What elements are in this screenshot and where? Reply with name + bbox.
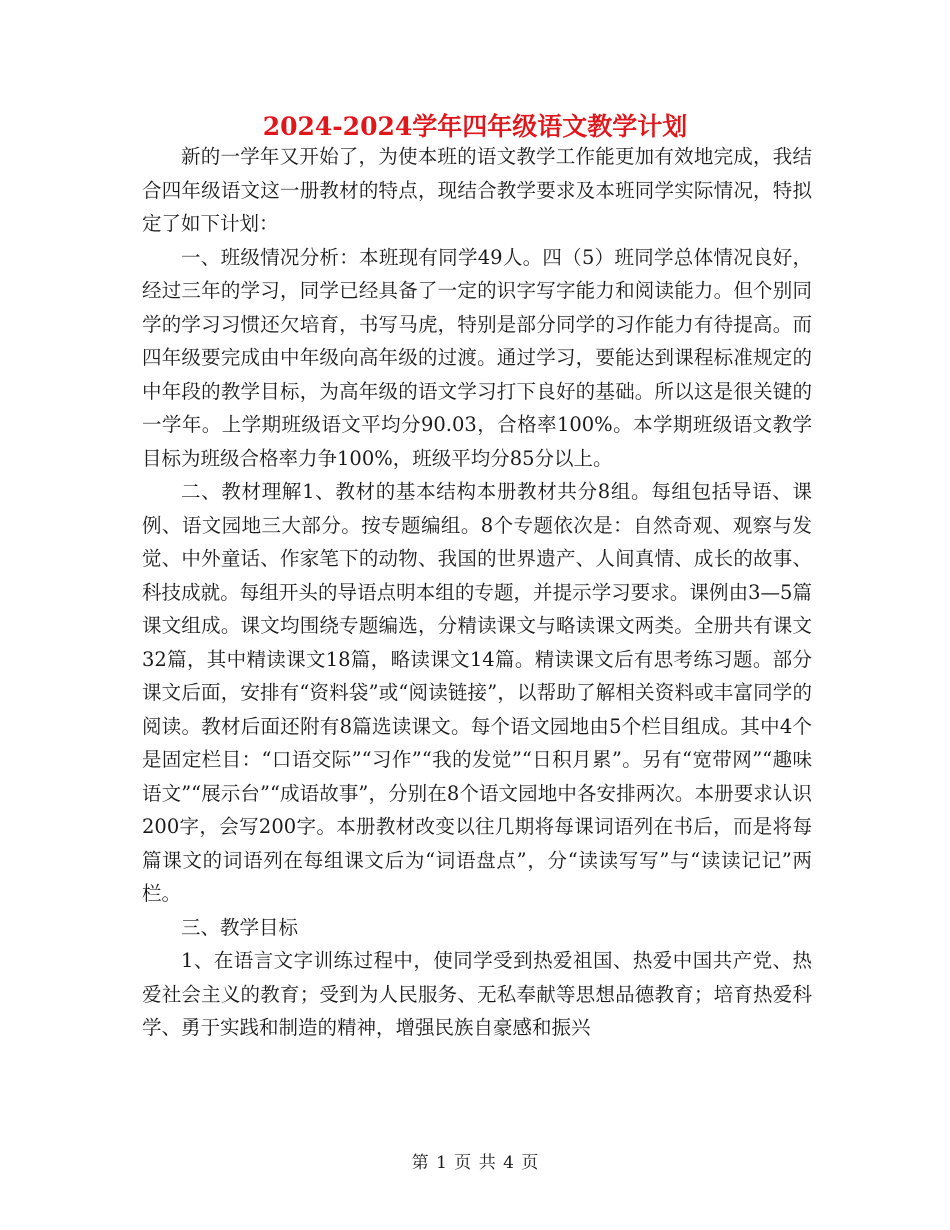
- paragraph-goal-1: 1、在语言文字训练过程中，使同学受到热爱祖国、热爱中国共产党、热爱社会主义的教育；受到为人民服务、无私奉献等思想品德教育；培育热爱科学、勇于实践和制造的精神，增强民族自豪感和振兴: [142, 949, 812, 1039]
- page-footer: 第 1 页 共 4 页: [411, 1153, 539, 1173]
- document-title: 2024-2024学年四年级语文教学计划: [262, 112, 688, 141]
- document-body: [142, 140, 812, 1045]
- paragraph-textbook-understanding: 二、教材理解1、教材的基本结构本册教材共分8组。每组包括导语、课例、语文园地三大部分。按专题编组。8个专题依次是：自然奇观、观察与发觉、中外童话、作家笔下的动物、我国的世界遗产、人间真情、成长的故事、科技成就。每组开头的导语点明本组的专题，并提示学习要求。课例由3—5篇课文组成。课文均围绕专题编选，分精读课文与略读课文两类。全册共有课文32篇，其中精读课文18篇，略读课文14篇。精读课文后有思考练习题。部分课文后面，安排有“资料袋”或“阅读链接”，以帮助了解相关资料或丰富同学的阅读。教材后面还附有8篇选读课文。每个语文园地由5个栏目组成。其中4个是固定栏目：“口语交际”“习作”“我的发觉”“日积月累”。另有“宽带网”“趣味语文”“展示台”“成语故事”，分别在8个语文园地中各安排两次。本册要求认识200字，会写200字。本册教材改变以往几期将每课词语列在书后，而是将每篇课文的词语列在每组课文后为“词语盘点”，分“读读写写”与“读读记记”两栏。: [142, 480, 812, 905]
- section-heading-teaching-goals: 三、教学目标: [181, 915, 299, 939]
- paragraph-intro: 新的一学年又开始了，为使本班的语文教学工作能更加有效地完成，我结合四年级语文这一册教材的特点，现结合教学要求及本班同学实际情况，特拟定了如下计划：: [142, 145, 812, 235]
- paragraph-class-analysis: 一、班级情况分析：本班现有同学49人。四（5）班同学总体情况良好，经过三年的学习，同学已经具备了一定的识字写字能力和阅读能力。但个别同学的学习习惯还欠培育，书写马虎，特别是部分同学的习作能力有待提高。而四年级要完成由中年级向高年级的过渡。通过学习，要能达到课程标准规定的中年段的教学目标，为高年级的语文学习打下良好的基础。所以这是很关键的一学年。上学期班级语文平均分90.03，合格率100%。本学期班级语文教学目标为班级合格率力争100%，班级平均分85分以上。: [142, 245, 812, 470]
